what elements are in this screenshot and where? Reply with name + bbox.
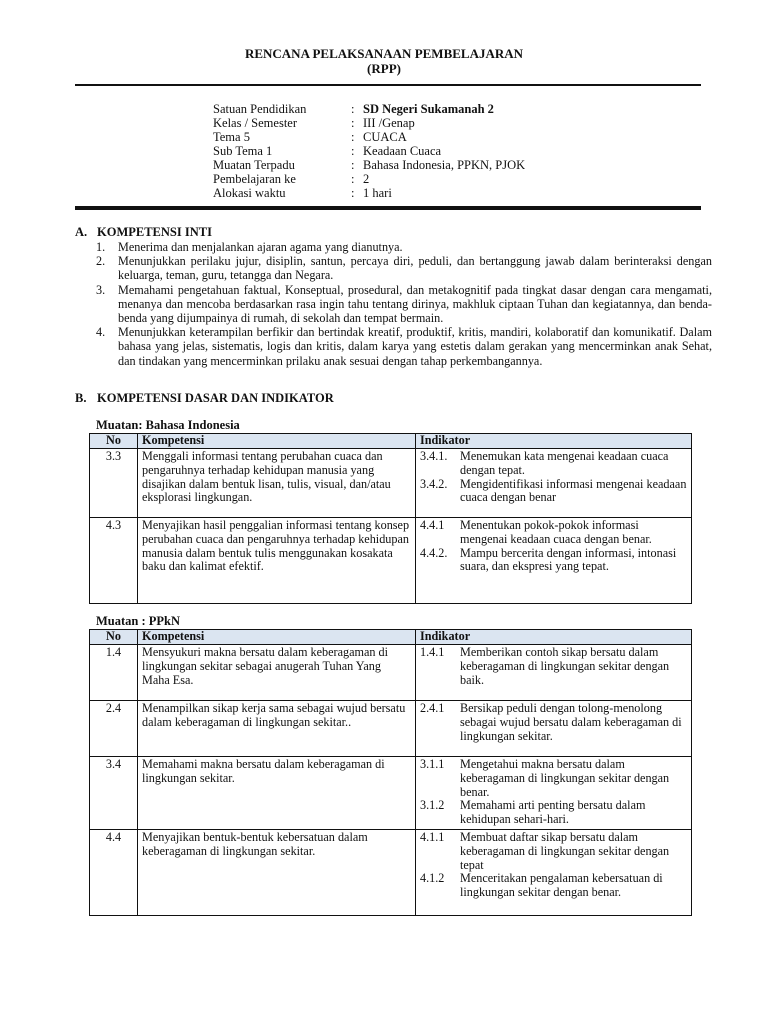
indikator-item: 3.1.2 Memahami arti penting bersatu dalam kehidupan sehari-hari. — [420, 798, 646, 827]
table-row — [90, 701, 692, 757]
indikator-item: 4.1.1 Membuat daftar sikap bersatu dalam keberagaman di lingkungan sekitar dengan tepat — [420, 829, 670, 872]
identity-value: CUACA — [363, 130, 407, 144]
document-title: RENCANA PELAKSANAAN PEMBELAJARAN — [244, 46, 524, 61]
row-kompetensi: Menampilkan sikap kerja sama sebagai wujud bersatu dalam keberagaman di lingkungan sekitar.. — [138, 701, 416, 757]
identity-row: Satuan Pendidikan : SD Negeri Sukamanah 2 — [213, 102, 494, 116]
row-indikator — [416, 757, 692, 830]
identity-value: 1 hari — [363, 186, 392, 200]
section-b-heading: B. KOMPETENSI DASAR DAN INDIKATOR — [75, 391, 334, 405]
identity-label: Pembelajaran ke — [213, 172, 296, 186]
indikator-item: 3.4.1. Menemukan kata mengenai keadaan cuaca dengan tepat. — [420, 449, 669, 477]
row-number: 2.4 — [90, 701, 138, 757]
indikator-item: 3.1.1 Mengetahui makna bersatu dalam keberagaman di lingkungan sekitar dengan benar. — [420, 757, 670, 799]
identity-label: Sub Tema 1 — [213, 144, 273, 158]
document-subtitle: (RPP) — [367, 61, 401, 76]
row-kompetensi: Memahami makna bersatu dalam keberagaman di lingkungan sekitar. — [138, 757, 416, 830]
row-indikator — [416, 645, 692, 701]
identity-row: Alokasi waktu : 1 hari — [213, 186, 392, 200]
muatan-ppkn-title: Muatan : PPkN — [96, 614, 181, 628]
indikator-item: 4.1.2 Menceritakan pengalaman kebersatuan di lingkungan sekitar dengan benar. — [420, 871, 663, 900]
kompetensi-inti-list — [96, 240, 712, 368]
indikator-item: 4.4.2. Mampu bercerita dengan informasi, intonasi suara, dan ekspresi yang tepat. — [420, 545, 677, 574]
section-a-heading: A. KOMPETENSI INTI — [75, 225, 212, 239]
identity-row: Pembelajaran ke : 2 — [213, 172, 370, 186]
column-header-no: No — [90, 630, 138, 645]
identity-value: III /Genap — [363, 116, 415, 130]
row-number: 1.4 — [90, 645, 138, 701]
table-row — [90, 757, 692, 830]
table-row — [90, 449, 692, 518]
column-header-indikator: Indikator — [416, 434, 692, 449]
row-number: 3.4 — [90, 757, 138, 830]
row-kompetensi: Menggali informasi tentang perubahan cuaca dan pengaruhnya terhadap kehidupan manusia yang disajikan dalam bentuk lisan, tulis, visual, dan/atau eksplorasi lingkungan. — [138, 449, 416, 518]
indikator-item: 1.4.1 Memberikan contoh sikap bersatu dalam keberagaman di lingkungan sekitar dengan baik. — [420, 645, 670, 687]
column-header-indikator: Indikator — [416, 630, 692, 645]
identity-row: Muatan Terpadu : Bahasa Indonesia, PPKN, PJOK — [213, 158, 526, 172]
list-item: 3. Memahami pengetahuan faktual, Konseptual, prosedural, dan metakognitif pada tingkat dasar dengan cara mengamati, menanya dan mencoba berdasarkan rasa ingin tahu tentang dirinya, makhluk ciptaan Tuhan dan kegiatannya, dan benda-benda yang dijumpainya di rumah, di sekolah dan tempat bermain. — [96, 282, 712, 326]
identity-row: Kelas / Semester : III /Genap — [213, 116, 415, 130]
list-item: 1. Menerima dan menjalankan ajaran agama yang dianutnya. — [96, 240, 403, 254]
table-header-row — [90, 434, 692, 449]
indikator-item: 2.4.1 Bersikap peduli dengan tolong-menolong sebagai wujud bersatu dalam keberagaman di lingkungan sekitar. — [420, 701, 682, 743]
identity-value: SD Negeri Sukamanah 2 — [363, 102, 494, 116]
identity-label: Alokasi waktu — [213, 186, 286, 200]
column-header-kompetensi: Kompetensi — [138, 434, 416, 449]
table-row — [90, 645, 692, 701]
bahasa-table — [89, 433, 692, 604]
list-item: 2. Menunjukkan perilaku jujur, disiplin, santun, percaya diri, peduli, dan bertanggung jawab dalam berinteraksi dengan keluarga, teman, guru, tetangga dan Negara. — [96, 254, 712, 283]
indikator-item: 4.4.1 Menentukan pokok-pokok informasi mengenai keadaan cuaca dengan benar. — [420, 518, 652, 546]
row-kompetensi: Menyajikan bentuk-bentuk kebersatuan dalam keberagaman di lingkungan sekitar. — [138, 829, 416, 915]
row-indikator — [416, 518, 692, 604]
row-kompetensi: Menyajikan hasil penggalian informasi tentang konsep perubahan cuaca dan pengaruhnya terhadap kehidupan manusia dalam bentuk tulis menggunakan kosakata baku dan kalimat efektif. — [138, 518, 416, 604]
identity-row: Tema 5 : CUACA — [213, 130, 407, 144]
identity-value: Bahasa Indonesia, PPKN, PJOK — [363, 158, 526, 172]
column-header-kompetensi: Kompetensi — [138, 630, 416, 645]
identity-label: Tema 5 — [213, 130, 250, 144]
identity-block — [213, 102, 525, 200]
row-indikator — [416, 701, 692, 757]
identity-label: Satuan Pendidikan — [213, 102, 307, 116]
row-number: 4.3 — [90, 518, 138, 604]
column-header-no: No — [90, 434, 138, 449]
ppkn-table — [89, 629, 692, 916]
muatan-bahasa-title: Muatan: Bahasa Indonesia — [96, 418, 240, 432]
identity-label: Muatan Terpadu — [213, 158, 295, 172]
row-kompetensi: Mensyukuri makna bersatu dalam keberagaman di lingkungan sekitar sebagai anugerah Tuhan Yang Maha Esa. — [138, 645, 416, 701]
list-item: 4. Menunjukkan keterampilan berfikir dan bertindak kreatif, produktif, kritis, mandiri, kolaboratif dan komunikatif. Dalam bahasa yang jelas, sistematis, logis dan kritis, dalam karya yang estetis dalam gerakan yang mencerminkan anak Sehat, dan tindakan yang mencerminkan prilaku anak sesuai dengan tahap perkembangannya. — [96, 325, 712, 368]
table-row — [90, 518, 692, 604]
identity-value: Keadaan Cuaca — [363, 144, 442, 158]
identity-value: 2 — [363, 172, 370, 186]
header-rule — [75, 84, 701, 86]
table-row — [90, 829, 692, 915]
indikator-item: 3.4.2. Mengidentifikasi informasi mengenai keadaan cuaca dengan benar — [420, 476, 687, 505]
row-indikator — [416, 449, 692, 518]
identity-rule — [75, 206, 701, 210]
identity-row: Sub Tema 1 : Keadaan Cuaca — [213, 144, 442, 158]
row-number: 3.3 — [90, 449, 138, 518]
row-indikator — [416, 829, 692, 915]
row-number: 4.4 — [90, 829, 138, 915]
identity-label: Kelas / Semester — [213, 116, 298, 130]
table-header-row — [90, 630, 692, 645]
